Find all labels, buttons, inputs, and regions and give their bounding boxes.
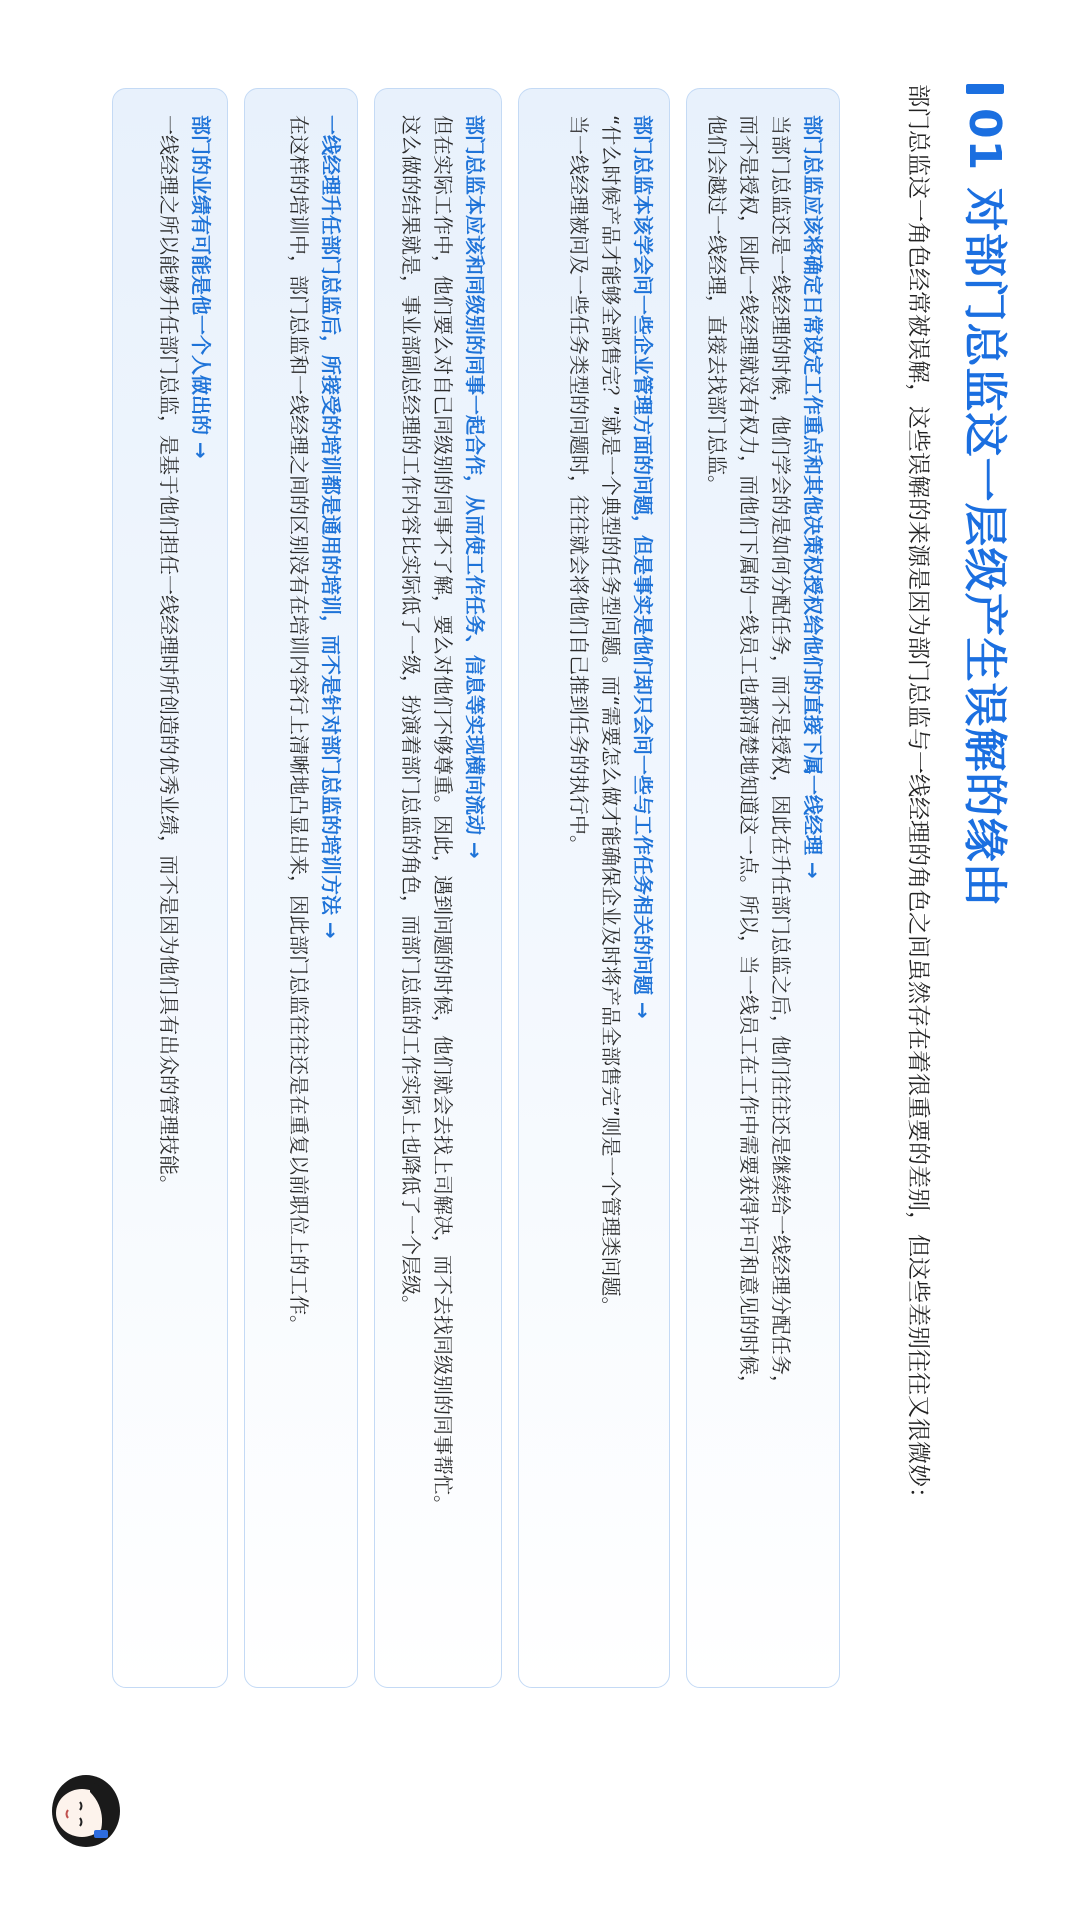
- card-2: [518, 88, 670, 1688]
- card-heading: 部门总监本该学会问一些企业管理方面的问题，但是事实是他们却只会问一些与工作任务相关的问题 →: [631, 115, 655, 1019]
- card-3: [374, 88, 502, 1688]
- title-accent-bar: [966, 84, 1004, 94]
- avatar-girl-icon: [48, 1770, 130, 1852]
- card-1: [686, 88, 840, 1688]
- card-line: 在这样的培训中，部门总监和一线经理之间的区别没有在培训内容行上清晰地凸显出来，因此部门总监往往还是在重复以前职位上的工作。: [287, 115, 311, 1335]
- card-heading: 部门总监本应该和同级别的同事一起合作，从而使工作任务、信息等实现横向流动 →: [463, 115, 487, 859]
- card-line: 当一线经理被问及一些任务类型的问题时，往往就会将他们自己推到任务的执行中。: [567, 115, 591, 855]
- card-line: 而不是授权，因此一线经理就没有权力，而他们下属的一线员工也都清楚地知道这一点。所以，当一线员工在工作中需要获得许可和意见的时候，: [737, 115, 761, 1395]
- card-heading: 部门总监应该将确定日常设定工作重点和其他决策权授权给他们的直接下属一线经理 →: [801, 115, 825, 879]
- card-heading: 一线经理升任部门总监后，所接受的培训都是通用的培训，而不是针对部门总监的培训方法 →: [319, 115, 343, 939]
- card-line: 但在实际工作中，他们要么对自己同级别的同事不了解，要么对他们不够尊重。因此，遇到问题的时候，他们就会去找上司解决，而不去找同级别的同事帮忙。: [431, 115, 455, 1515]
- intro-paragraph: 部门总监这一角色经常被误解，这些误解的来源是因为部门总监与一线经理的角色之间虽然存在着很重要的差别，但这些差别往往又很微妙：: [905, 84, 931, 1510]
- card-5: [112, 88, 228, 1688]
- page-title: 01 对部门总监这一层级产生误解的缘由: [959, 108, 1010, 908]
- card-line: 这么做的结果就是，事业部副总经理的工作内容比实际低了一级，扮演着部门总监的角色，而部门总监的工作实际上也降低了一个层级。: [399, 115, 423, 1315]
- card-4: [244, 88, 358, 1688]
- card-list: [96, 88, 840, 1688]
- card-line: “什么时候产品才能够全部售完？”就是一个典型的任务型问题。而“需要怎么做才能确保企业及时将产品全部售完”则是一个管理类问题。: [599, 115, 623, 1317]
- card-line: 一线经理之所以能够升任部门总监，是基于他们担任一线经理时所创造的优秀业绩，而不是因为他们具有出众的管理技能。: [157, 115, 181, 1195]
- card-line: 当部门总监还是一线经理的时候，他们学会的是如何分配任务，而不是授权，因此在升任部门总监之后，他们往往还是继续给一线经理分配任务，: [769, 115, 793, 1395]
- card-line: 他们会越过一线经理，直接去找部门总监。: [705, 115, 729, 495]
- card-heading: 部门的业绩有可能是他一个人做出的 →: [189, 115, 213, 459]
